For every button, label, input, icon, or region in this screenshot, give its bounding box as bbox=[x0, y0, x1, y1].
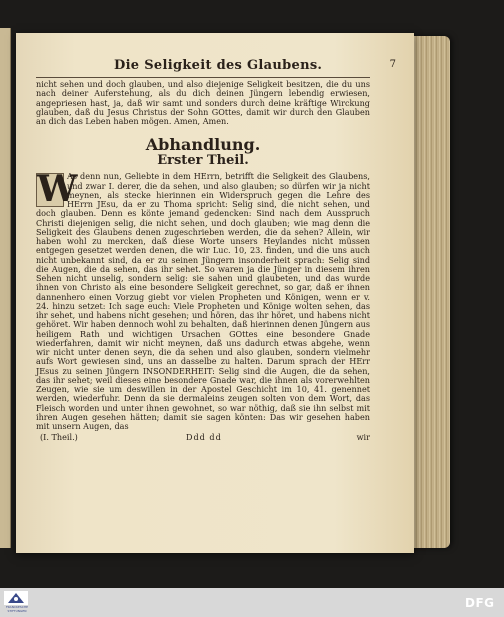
running-title: Die Seligkeit des Glaubens. bbox=[114, 58, 323, 73]
body-paragraph-wrap bbox=[36, 168, 370, 431]
library-name: FRANCKESCHE STIFTUNGEN bbox=[5, 605, 29, 613]
catchword: wir bbox=[356, 432, 370, 443]
dfg-logo-icon[interactable]: DFG bbox=[465, 596, 495, 610]
intro-paragraph: nicht sehen und doch glauben, und also diejenige Seligkeit besitzen, die du uns nach deiner Auferstehung, als du dich deinen Jüngern lebendig erwiesen, angepriesen hast, ja, daß wir samt und sonders durch deine kräftige Wirckung glauben, daß du Jesus Christus der Sohn GOttes, damit wir durch den Glauben an dich das Leben haben mögen. Amen, Amen. bbox=[36, 79, 370, 126]
book-page bbox=[16, 33, 414, 553]
drop-initial: W bbox=[37, 168, 78, 211]
section-heading: Abhandlung. bbox=[145, 135, 261, 155]
section-subheading: Erster Theil. bbox=[157, 153, 249, 169]
body-paragraph: As denn nun, Geliebte in dem HErrn, betrifft die Seligkeit des Glaubens, und zwar I. derer, die da sehen, und also glauben; so dürfen wir ja nicht meynen, als stecke hierinnen ein Widerspruch gegen die Lehre des HErrn JEsu, da er zu Thoma spricht: Selig sind, die nicht sehen, und doch glauben. Denn es könte jemand gedencken: Sind nach dem Ausspruch Christi diejenigen selig, die nicht sehen, und doch glauben; wie mag denn die Seligkeit des Glaubens denen zugeschrieben werden, die da sehen? Allein, wir haben wohl zu mercken, daß diese Worte unsers Heylandes nicht müssen entgegen gesetzet werden denen, die wir Luc. 10, 23. finden, und die uns auch nicht unbekannt sind, da er zu seinen Jüngern insonderheit sprach: Selig sind die Augen, die da sehen, das ihr sehet. So waren ja die Jünger in diesem ihren Sehen nicht unselig, sondern selig: sie sahen und glaubeten, und das wurde ihnen von Christo als eine besondere Seligkeit gerechnet, so gar, daß er ihnen dannenhero einen Vorzug giebt vor vielen Propheten und Königen, wenn er v. 24. hinzu setzet: Ich sage euch: Viele Propheten und Könige wolten sehen, das ihr sehet, und habens nicht gesehen; und hören, das ihr höret, und habens nicht gehöret. Wir haben dennoch wohl zu behalten, daß hierinnen denen Jüngern aus heiligem Rath und wichtigen Ursachen GOttes eine besondere Gnade wiederfahren, damit wir nicht meynen, daß uns dadurch etwas abgehe, wenn wir nicht unter denen seyn, die da sehen und also glauben, sondern vielmehr aufs Wort gewiesen sind, uns an dasselbe zu halten. Darum sprach der HErr JEsus zu seinen Jüngern INSONDERHEIT: Selig sind die Augen, die da sehen, das ihr sehet; weil dieses eine besondere Gnade war, die ihnen als vorerwehlten Zeugen, wie sie um deswillen in der Apostel Geschicht im 10, 41. genennet werden, wiederfuhr. Denn da sie dermaleins zeugen solten von dem Wort, das Fleisch worden und unter ihnen gewohnet, so war nöthig, daß sie ihn selbst mit ihren Augen gesehen hätten; damit sie sagen könten: Das wir gesehen haben mit unsern Augen, das bbox=[36, 171, 370, 431]
signature-mark: Ddd dd bbox=[186, 432, 222, 443]
page-content bbox=[36, 57, 396, 444]
facing-page-edge bbox=[0, 28, 11, 548]
footer-part-label: (I. Theil.) bbox=[40, 432, 78, 443]
library-crest-icon bbox=[4, 591, 28, 605]
library-logo-icon[interactable] bbox=[4, 591, 28, 605]
book-page-edges bbox=[408, 36, 450, 548]
page-number: 7 bbox=[389, 59, 396, 70]
running-head bbox=[36, 57, 396, 78]
page-footer bbox=[36, 432, 370, 444]
bottom-bar bbox=[0, 588, 504, 617]
